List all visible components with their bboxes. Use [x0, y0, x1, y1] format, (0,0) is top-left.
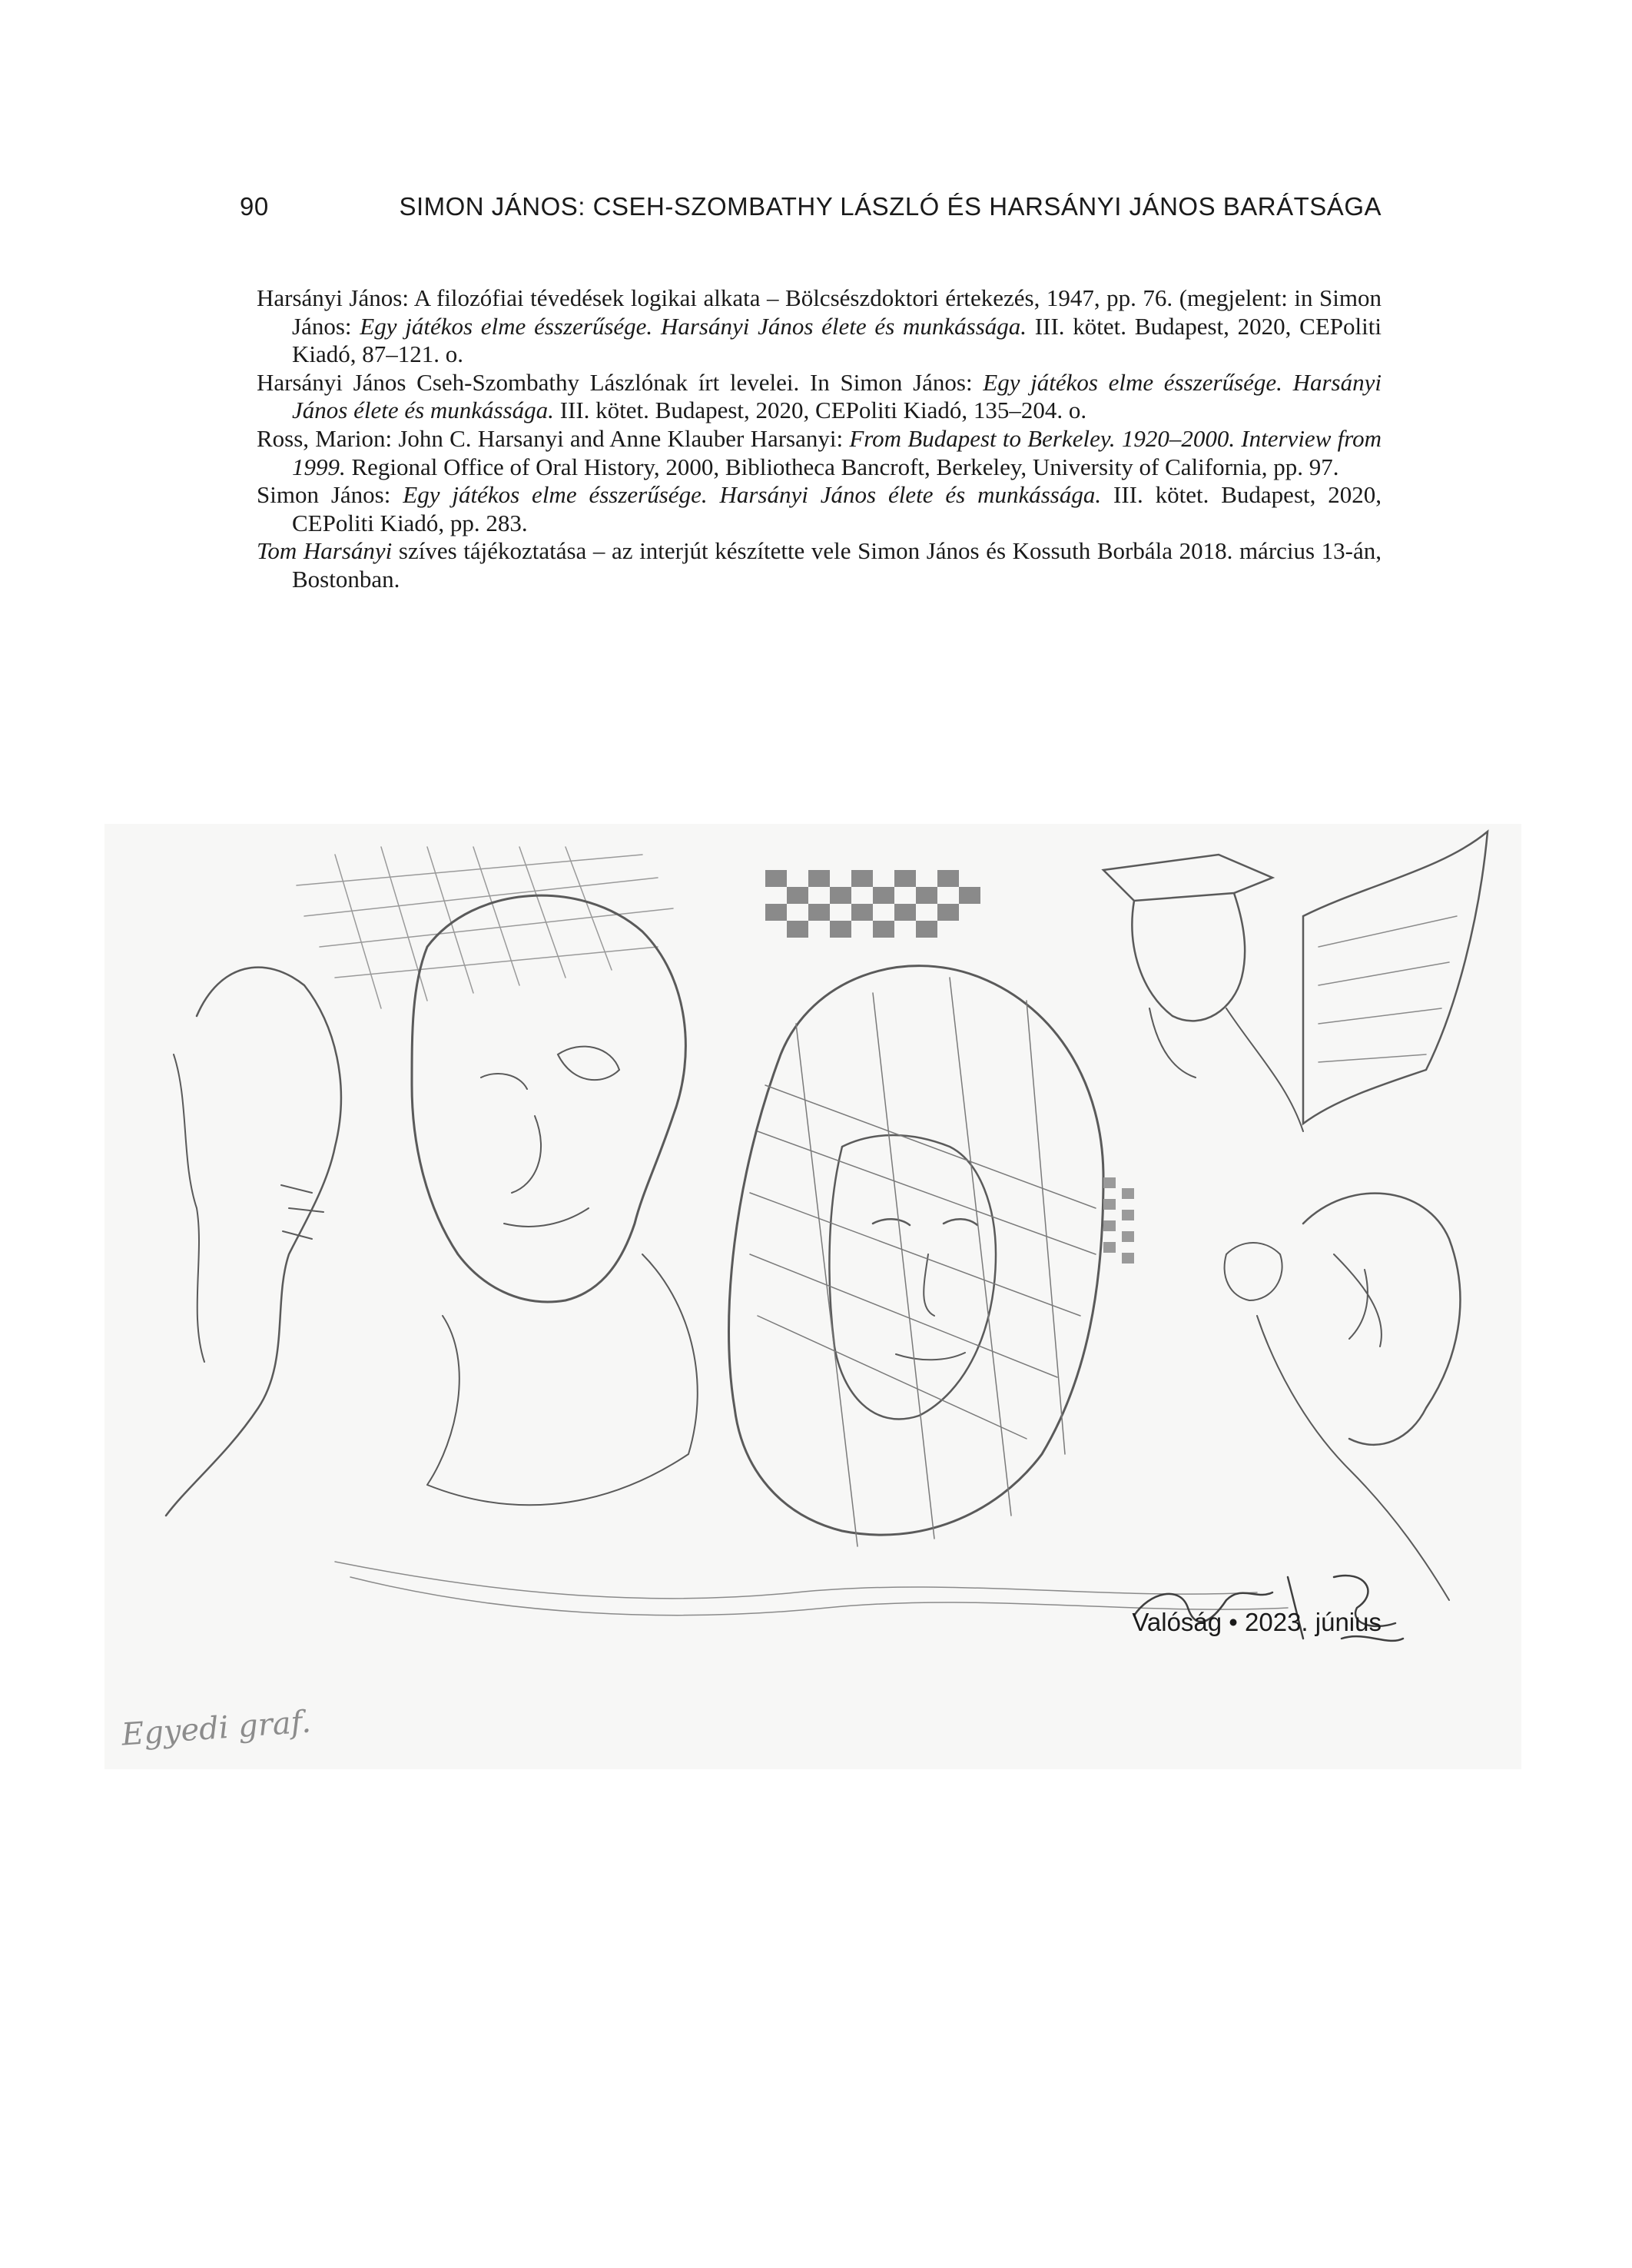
reference-text: III. kötet. Budapest, 2020, CEPoliti Kiadó, 135–204. o. — [553, 397, 1087, 424]
reference-text: III. kötet. Budapest, 2020, CEPoliti Kiadó, 87–121. o. — [292, 312, 1382, 368]
reference-text: Harsányi János Cseh-Szombathy Lászlónak írt levelei. In Simon János: — [257, 368, 984, 396]
page-footer: Valóság • 2023. június — [1132, 1608, 1382, 1636]
reference-text: Harsányi János: A filozófiai tévedések logikai alkata – Bölcsészdoktori értekezés, 1947, pp. 76. (megjelent: in Simon János: — [257, 284, 1382, 340]
reference-title-italic: From Budapest to Berkeley. 1920–2000. Interview from 1999. — [292, 424, 1382, 480]
reference-item — [257, 481, 1382, 537]
checker-pattern — [765, 870, 980, 938]
crosshatch-grid — [297, 847, 673, 1008]
reference-title-italic: Egy játékos elme ésszerűsége. Harsányi János élete és munkássága. — [292, 368, 1382, 424]
page-header — [240, 183, 1382, 229]
reference-item — [257, 284, 1382, 369]
reference-item — [257, 425, 1382, 481]
reference-text: Regional Office of Oral History, 2000, Bibliotheca Bancroft, Berkeley, University of California, pp. 97. — [345, 453, 1339, 480]
running-title: SIMON JÁNOS: CSEH-SZOMBATHY LÁSZLÓ ÉS HARSÁNYI JÁNOS BARÁTSÁGA — [399, 192, 1382, 221]
handwritten-inscription: Egyedi graf. — [120, 1704, 313, 1753]
reference-title-italic: Egy játékos elme ésszerűsége. Harsányi János élete és munkássága. — [360, 312, 1027, 340]
reference-item — [257, 369, 1382, 425]
reference-text: Ross, Marion: John C. Harsanyi and Anne Klauber Harsanyi: — [257, 424, 850, 452]
reference-title-italic: Egy játékos elme ésszerűsége. Harsányi János élete és munkássága. — [403, 481, 1102, 509]
reference-list — [257, 284, 1382, 594]
reference-item — [257, 537, 1382, 593]
reference-title-italic: Tom Harsányi — [257, 537, 393, 565]
reference-text: szíves tájékoztatása – az interjút készítette vele Simon János és Kossuth Borbála 2018. március 13-án, Bostonban. — [292, 537, 1382, 593]
reference-text: Simon János: — [257, 481, 403, 509]
reference-text: III. kötet. Budapest, 2020, CEPoliti Kiadó, pp. 283. — [292, 481, 1382, 536]
page-number: 90 — [240, 192, 269, 221]
